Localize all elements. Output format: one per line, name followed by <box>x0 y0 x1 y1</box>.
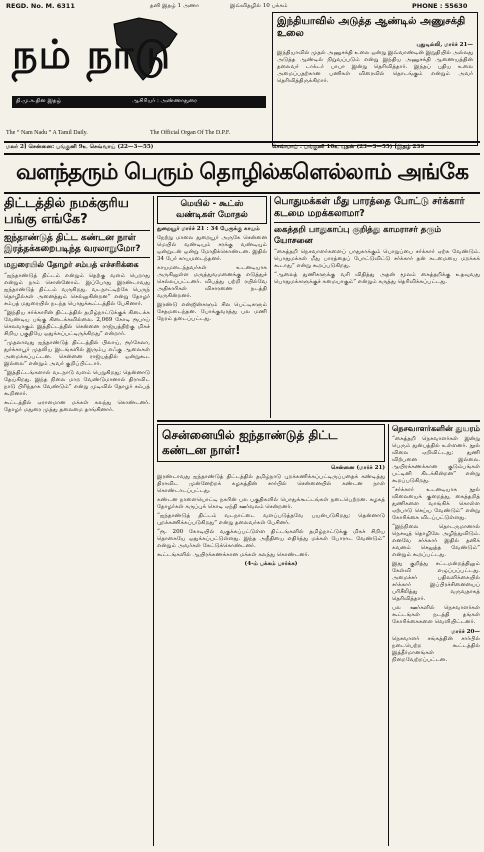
right-column-paragraph: “இந்நிலை தொடருமானால் நெசவுத் தொழிலே அழிந்துவிடும். எனவே சர்க்கார் இதில் தனிக் கவனம் செலுத்த வேண்டும்” என்றும் கூறப்பட்டது. <box>392 524 480 558</box>
right-top-subhead: கைத்தறி பாதுகாப்பு குறித்து காமராசர் தரும் யோசனை <box>274 225 442 246</box>
middle-top-paragraph: இரண்டு என்ஜின்களும் சில பெட்டிகளும் சேதமடைந்தன. போக்குவரத்து பல மணி நேரம் தடைப்பட்டது. <box>157 302 267 322</box>
middle-top-paragraph: காயமடைந்தவர்கள் உடனடியாக அருகிலுள்ள மருத்துவமனைக்கு எடுத்துச் செல்லப்பட்டனர். விபத்து பற்றி ரயில்வே அதிகாரிகள் விசாரணை நடத்தி வருகின்றனர். <box>157 265 267 299</box>
center-article-paragraph: கண்டன நாளையொட்டி நகரின் பல பகுதிகளில் பொதுக்கூட்டங்கள் நடைபெற்றன. கழகத் தோழர்கள் கருப்புக் கொடி ஏந்தி ஊர்வலம் சென்றனர். <box>157 497 385 510</box>
right-top-paragraph: “கைத்தறி நெசவாளர்களைப் பாதுகாக்கும் பொறுப்பை சர்க்கார் ஏற்க வேண்டும். பொதுமக்கள் மீது பாரத்தைப் போட்டுவிட்டு சர்க்கார் தன் கடமையை மறக்கக் கூடாது” என்று கூறப்படுகிறது. <box>274 249 480 269</box>
right-column-bottom-text: நெசவாளர் சங்கத்தின் சார்பில் நடைபெற்ற கூட்டத்தில் இத்தீர்மானங்கள் நிறைவேற்றப்பட்டன. <box>392 636 480 663</box>
middle-top-headline: மெயில் - கூட்ஸ் வண்டிகள் மோதல் <box>157 196 267 224</box>
left-article-paragraph: “இந்திய சர்க்காரின் திட்டத்தில் தமிழ்நாட்டுக்குக் கிடைக்க வேண்டிய பங்கு கிடைக்கவில்லை. 2,069 கோடி ரூபாய் செலவாகும் இத்திட்டத்தில் சென்னை ராஜ்யத்திற்கு மிகச் சிறிய பகுதியே ஒதுக்கப்பட்டிருக்கிறது” என்றார். <box>4 310 150 337</box>
left-article-body <box>4 273 150 414</box>
right-column-body <box>392 436 480 626</box>
english-tagline-left: The “ Nam Nadu ” A Tamil Daily. <box>6 130 88 136</box>
right-top-headline: பொதுமக்கள் மீது பாரத்தை போட்டு சர்க்கார் கடமை மறக்கலாமா? <box>274 196 465 219</box>
right-column-lead: நெசவாளர்களின் துயரம் <box>392 424 480 433</box>
center-article-paragraph: கூட்டங்களில் ஆயிரக்கணக்கான மக்கள் கலந்து கொண்டனர். <box>157 552 310 558</box>
left-article <box>4 196 150 846</box>
middle-top-paragraph: நேற்று மாலை துறையூர் அருகே சென்னை மெயில் வண்டியும் சரக்கு வண்டியும் ஒன்றுடன் ஒன்று மோதிக்கொண்டன. இதில் 34 பேர் காயமடைந்தனர். <box>157 235 267 262</box>
middle-top-body <box>157 235 267 323</box>
center-article-dateline: சென்னை (மார்ச் 21) <box>330 465 385 471</box>
right-column-paragraph: “கைத்தறி நெசவாளர்கள் இன்று பெரும் துன்பத்தில் உள்ளனர். நூல் விலை ஏறிவிட்டது; துணி விற்பனை இல்லை. ஆயிரக்கணக்கான குடும்பங்கள் பட்டினி கிடக்கின்றன” என்று கூறப்படுகிறது. <box>392 436 480 484</box>
dateline-left: மலர் 2] சென்னை: பங்குனி 9உ செவ்வாய் (22—3—55) <box>6 144 154 150</box>
center-article-body <box>157 474 385 559</box>
left-article-subhead: ஐந்தாண்டுத் திட்ட கண்டன நாள் இரத்தக்கறைபடிந்த வரலாறுமோ? <box>4 233 141 254</box>
center-article-continued: (4-ம் பக்கம் பார்க்க) <box>244 561 298 567</box>
page-count: இவ்விதழில் 10 பக்கம் <box>230 3 288 9</box>
newspaper-title: நம் நாடு <box>12 32 172 78</box>
middle-top-dateline: துறையூர் மார்ச் 21 : 34 பேருக்கு காயம் <box>157 226 260 232</box>
issue-price: தனி இதழ் 1 அணா <box>150 3 200 9</box>
right-column-bottom-dateline: மார்ச் 20— <box>451 629 480 635</box>
right-column-paragraph: இது குறித்து சட்டமன்றத்திலும் கேள்வி எழுப்பப்பட்டது. அமைச்சர் பதிலளிக்கையில் சர்க்கார் இப்பிரச்சினையைப் பரிசீலித்து வருவதாகத் தெரிவித்தார். <box>392 561 480 602</box>
top-right-dateline: புதுடில்லி, மார்ச் 21— <box>416 42 473 48</box>
registration-number: REGD. No. M. 6311 <box>6 2 75 10</box>
right-column-paragraph: “சர்க்கார் உடனடியாக நூல் விலையைக் குறைத்து, கைத்தறித் துணிகளை வாங்கிக் கொள்ள ஏற்பாடு செய்ய வேண்டும்” என்று கோரிக்கை விடப்பட்டுள்ளது. <box>392 487 480 521</box>
editor-name: ஆசிரியர் : அண்ணாதுரை <box>132 98 198 104</box>
top-right-headline: இந்தியாவில் அடுத்த ஆண்டில் அணுசக்தி உலை <box>277 16 466 39</box>
phone-number: PHONE : 55630 <box>412 2 468 10</box>
left-article-headline: திட்டத்தில் நமக்குரிய பங்கு எங்கே? <box>4 196 129 227</box>
masthead-subtitle-left: தி.மு.க.தின இதழ் <box>16 98 62 104</box>
center-article-paragraph: இரண்டாவது ஐந்தாண்டுத் திட்டத்தில் தமிழ்நாடு புறக்கணிக்கப்பட்டிருப்பதைக் கண்டித்து திராவிட முன்னேற்றக் கழகத்தின் சார்பில் சென்னையில் கண்டன நாள் கொண்டாடப்பட்டது. <box>157 474 385 494</box>
left-article-paragraph: “ஐந்தாண்டுத் திட்டம் என்றும் தெற்கு வளம் பெறாது என்றும் நாம் சொன்னோம். இப்போது இரண்டாவது ஐந்தாண்டுத் திட்டம் வருகிறது. வடநாட்டிற்கே பெருந் தொழில்கள் அனைத்தும் செல்லுகின்றன” என்று தோழர் சம்பத் மதுரையில் நடந்த பொதுக்கூட்டத்தில் பேசினார். <box>4 273 150 307</box>
masthead-subtitle-bar <box>12 96 266 108</box>
center-article <box>157 424 385 846</box>
left-article-paragraph: “இத்திட்டங்களால் வடநாடு வளம் பெறுகிறது; தென்னாடு தேய்கிறது. இந்த நிலை மாற வேண்டுமானால் திராவிட நாடு பிரிந்தாக வேண்டும்” என்று முடிவில் தோழர் சம்பத் கூறினார். <box>4 370 150 397</box>
right-top-article <box>274 196 480 418</box>
right-column-paragraph: பல ஊர்களில் நெசவாளர்கள் கூட்டங்கள் நடத்தி தங்கள் கோரிக்கைகளை வெளியிட்டனர். <box>392 605 480 625</box>
top-right-news-box <box>272 12 478 146</box>
masthead-title-block <box>4 12 266 132</box>
right-top-body <box>274 249 480 286</box>
center-article-paragraph: “ஐந்தாண்டுத் திட்டம் வடநாட்டை வளப்படுத்தவே பயன்படுகிறது; தென்னாடு புறக்கணிக்கப்படுகிறது” என்று தலைவர்கள் பேசினர். <box>157 513 385 526</box>
top-right-body: இந்தியாவில் முதல் அணுசக்தி உலை ஒன்று இவ்வாண்டின் இறுதியில் அல்லது அடுத்த ஆண்டில் நிறுவப்படும் என்று இந்திய அணுசக்தி ஆணையத்தின் தலைவர் டாக்டர் பாபா இன்று தெரிவித்தார். இந்தப் புதிய உலை அமைப்பதற்கான பணிகள் விரைவில் தொடங்கும் என்றும் அவர் தெரிவித்திருக்கிறார். <box>277 50 473 84</box>
center-article-headline: சென்னையில் ஐந்தாண்டுத் திட்ட கண்டன நாள்! <box>157 424 385 462</box>
center-article-paragraph: “ரூ. 200 கோடியில் வகுக்கப்பட்டுள்ள திட்டங்களில் தமிழ்நாட்டுக்கு மிகச் சிறிய தொகையே ஒதுக்கப்பட்டுள்ளது. இந்த அநீதியை எதிர்த்து மக்கள் போராட வேண்டும்” என்றும் அவர்கள் கேட்டுக்கொண்டனர். <box>157 529 385 549</box>
banner-headline: வளந்தரும் பெரும் தொழில்களெல்லாம் அங்கே <box>15 160 469 185</box>
left-article-byline: மதுரையில் தோழர் சம்பத் எச்சரிக்கை <box>4 260 139 269</box>
left-article-paragraph: “முதலாவது ஐந்தாண்டுத் திட்டத்தில் பிலாய், ரூர்கேலா, துர்க்காபூர் முதலிய இடங்களில் இரும்பு எஃகு ஆலைகள் அமைக்கப்பட்டன. சென்னை ராஜ்யத்தில் ஒன்றுகூட இல்லை” என்றும் அவர் குறிப்பிட்டார். <box>4 340 150 367</box>
middle-top-article <box>157 196 267 418</box>
right-column-article <box>392 424 480 846</box>
right-top-paragraph: “ஆலைத் துணிகளுக்கு வரி விதித்து அதன் மூலம் கைத்தறிக்கு உதவுவது பொதுமக்களுக்குச் சுமையாகும்” என்றும் கருத்து தெரிவிக்கப்பட்டது. <box>274 272 480 285</box>
dateline-right: செவ்வாய் : பங்குனி 10உ புதன் (23—3—55) [இதழ் 239 <box>272 144 425 150</box>
english-tagline-right: The Official Organ Of The D.P.F. <box>150 130 231 136</box>
left-article-paragraph: கூட்டத்தில் ஏராளமான மக்கள் கலந்து கொண்டனர். தோழர் மதுரை முத்து தலைமை தாங்கினார். <box>4 400 150 413</box>
